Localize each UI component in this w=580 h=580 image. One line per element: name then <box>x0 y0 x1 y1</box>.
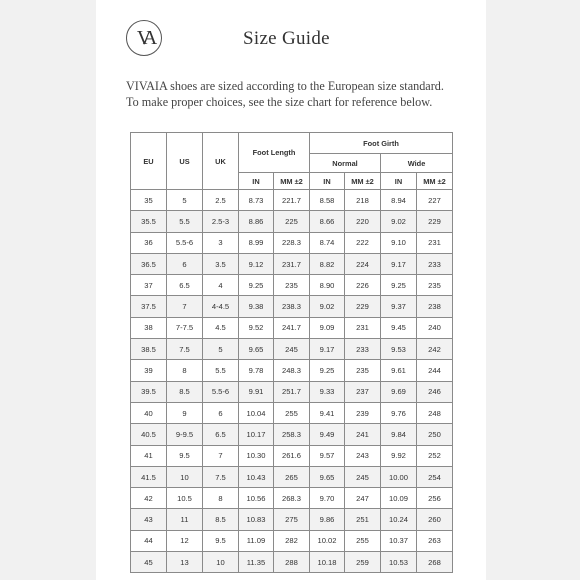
cell-length-in: 10.83 <box>239 509 274 530</box>
cell-length-mm: 288 <box>274 552 310 573</box>
cell-eu: 37 <box>131 275 167 296</box>
logo-monogram: VA <box>136 26 152 49</box>
cell-normal-in: 10.02 <box>310 530 345 551</box>
cell-length-in: 10.30 <box>239 445 274 466</box>
cell-uk: 3.5 <box>203 253 239 274</box>
cell-wide-in: 8.94 <box>381 190 417 211</box>
cell-us: 7.5 <box>167 339 203 360</box>
cell-length-in: 10.04 <box>239 402 274 423</box>
cell-normal-in: 9.17 <box>310 339 345 360</box>
cell-wide-in: 9.25 <box>381 275 417 296</box>
cell-normal-mm: 247 <box>345 488 381 509</box>
cell-us: 7-7.5 <box>167 317 203 338</box>
cell-wide-in: 10.53 <box>381 552 417 573</box>
cell-wide-mm: 250 <box>417 424 453 445</box>
cell-normal-in: 8.90 <box>310 275 345 296</box>
table-row <box>131 339 453 360</box>
cell-length-mm: 228.3 <box>274 232 310 253</box>
cell-wide-mm: 263 <box>417 530 453 551</box>
cell-uk: 7.5 <box>203 466 239 487</box>
cell-us: 5.5-6 <box>167 232 203 253</box>
intro-line-2: To make proper choices, see the size chart for reference below. <box>126 95 433 109</box>
cell-normal-mm: 222 <box>345 232 381 253</box>
cell-normal-mm: 255 <box>345 530 381 551</box>
cell-eu: 41.5 <box>131 466 167 487</box>
header-foot-girth: Foot Girth <box>310 133 453 154</box>
header-wide-mm: MM ±2 <box>417 173 453 190</box>
cell-normal-in: 8.58 <box>310 190 345 211</box>
cell-wide-mm: 246 <box>417 381 453 402</box>
cell-normal-in: 9.70 <box>310 488 345 509</box>
cell-normal-mm: 251 <box>345 509 381 530</box>
cell-wide-in: 10.24 <box>381 509 417 530</box>
cell-wide-mm: 238 <box>417 296 453 317</box>
table-row <box>131 253 453 274</box>
cell-normal-mm: 218 <box>345 190 381 211</box>
cell-wide-mm: 248 <box>417 402 453 423</box>
cell-normal-mm: 237 <box>345 381 381 402</box>
cell-uk: 2.5 <box>203 190 239 211</box>
cell-normal-mm: 226 <box>345 275 381 296</box>
intro-text <box>126 78 476 110</box>
header-wide-in: IN <box>381 173 417 190</box>
cell-wide-mm: 235 <box>417 275 453 296</box>
cell-wide-mm: 244 <box>417 360 453 381</box>
cell-wide-mm: 268 <box>417 552 453 573</box>
table-row <box>131 530 453 551</box>
cell-length-mm: 275 <box>274 509 310 530</box>
cell-uk: 9.5 <box>203 530 239 551</box>
cell-normal-mm: 239 <box>345 402 381 423</box>
cell-uk: 7 <box>203 445 239 466</box>
cell-normal-in: 9.02 <box>310 296 345 317</box>
cell-eu: 38 <box>131 317 167 338</box>
cell-normal-in: 9.57 <box>310 445 345 466</box>
intro-line-1: VIVAIA shoes are sized according to the European size standard. <box>126 79 444 93</box>
size-chart-table <box>130 132 453 573</box>
cell-normal-in: 9.09 <box>310 317 345 338</box>
cell-eu: 37.5 <box>131 296 167 317</box>
cell-wide-in: 10.09 <box>381 488 417 509</box>
cell-normal-in: 9.25 <box>310 360 345 381</box>
cell-normal-mm: 243 <box>345 445 381 466</box>
table-row <box>131 211 453 232</box>
cell-uk: 6.5 <box>203 424 239 445</box>
table-row <box>131 488 453 509</box>
cell-length-in: 10.17 <box>239 424 274 445</box>
cell-us: 9-9.5 <box>167 424 203 445</box>
table-row <box>131 360 453 381</box>
cell-length-in: 9.65 <box>239 339 274 360</box>
cell-us: 13 <box>167 552 203 573</box>
cell-wide-in: 9.53 <box>381 339 417 360</box>
table-row <box>131 424 453 445</box>
table-row <box>131 445 453 466</box>
header-normal: Normal <box>310 154 381 173</box>
header-foot-length: Foot Length <box>239 133 310 173</box>
cell-uk: 8.5 <box>203 509 239 530</box>
cell-eu: 36 <box>131 232 167 253</box>
header-uk: UK <box>203 133 239 190</box>
cell-us: 7 <box>167 296 203 317</box>
cell-us: 6 <box>167 253 203 274</box>
cell-wide-in: 9.17 <box>381 253 417 274</box>
cell-normal-in: 8.66 <box>310 211 345 232</box>
cell-wide-mm: 227 <box>417 190 453 211</box>
cell-length-mm: 221.7 <box>274 190 310 211</box>
cell-eu: 40 <box>131 402 167 423</box>
cell-length-mm: 235 <box>274 275 310 296</box>
cell-length-mm: 248.3 <box>274 360 310 381</box>
cell-normal-in: 9.86 <box>310 509 345 530</box>
cell-uk: 10 <box>203 552 239 573</box>
cell-uk: 5.5 <box>203 360 239 381</box>
cell-length-mm: 251.7 <box>274 381 310 402</box>
cell-wide-mm: 256 <box>417 488 453 509</box>
cell-eu: 41 <box>131 445 167 466</box>
cell-eu: 35 <box>131 190 167 211</box>
cell-us: 12 <box>167 530 203 551</box>
cell-wide-mm: 242 <box>417 339 453 360</box>
cell-us: 6.5 <box>167 275 203 296</box>
cell-uk: 5.5-6 <box>203 381 239 402</box>
cell-wide-mm: 252 <box>417 445 453 466</box>
cell-uk: 6 <box>203 402 239 423</box>
cell-wide-mm: 240 <box>417 317 453 338</box>
cell-normal-in: 10.18 <box>310 552 345 573</box>
cell-length-mm: 282 <box>274 530 310 551</box>
table-row <box>131 381 453 402</box>
cell-length-in: 8.86 <box>239 211 274 232</box>
cell-us: 10.5 <box>167 488 203 509</box>
cell-length-mm: 268.3 <box>274 488 310 509</box>
cell-eu: 39.5 <box>131 381 167 402</box>
header-normal-mm: MM ±2 <box>345 173 381 190</box>
cell-normal-mm: 229 <box>345 296 381 317</box>
cell-length-mm: 245 <box>274 339 310 360</box>
cell-normal-mm: 245 <box>345 466 381 487</box>
size-chart-body <box>131 190 453 573</box>
table-row <box>131 466 453 487</box>
cell-normal-in: 9.65 <box>310 466 345 487</box>
header-normal-in: IN <box>310 173 345 190</box>
cell-normal-mm: 231 <box>345 317 381 338</box>
cell-wide-in: 9.92 <box>381 445 417 466</box>
cell-normal-in: 9.33 <box>310 381 345 402</box>
cell-eu: 38.5 <box>131 339 167 360</box>
cell-normal-mm: 224 <box>345 253 381 274</box>
cell-normal-mm: 235 <box>345 360 381 381</box>
cell-length-in: 9.52 <box>239 317 274 338</box>
cell-us: 5.5 <box>167 211 203 232</box>
header-length-mm: MM ±2 <box>274 173 310 190</box>
cell-eu: 44 <box>131 530 167 551</box>
cell-normal-mm: 233 <box>345 339 381 360</box>
cell-eu: 43 <box>131 509 167 530</box>
table-row <box>131 402 453 423</box>
cell-us: 5 <box>167 190 203 211</box>
header-eu: EU <box>131 133 167 190</box>
cell-wide-in: 9.37 <box>381 296 417 317</box>
table-row <box>131 317 453 338</box>
cell-length-in: 11.09 <box>239 530 274 551</box>
cell-length-in: 10.43 <box>239 466 274 487</box>
table-row <box>131 275 453 296</box>
cell-length-mm: 255 <box>274 402 310 423</box>
cell-uk: 2.5-3 <box>203 211 239 232</box>
cell-us: 11 <box>167 509 203 530</box>
cell-length-mm: 238.3 <box>274 296 310 317</box>
cell-eu: 40.5 <box>131 424 167 445</box>
cell-length-in: 9.12 <box>239 253 274 274</box>
table-row <box>131 509 453 530</box>
vivaia-logo <box>126 20 162 56</box>
cell-eu: 35.5 <box>131 211 167 232</box>
cell-uk: 4-4.5 <box>203 296 239 317</box>
cell-eu: 42 <box>131 488 167 509</box>
cell-length-in: 11.35 <box>239 552 274 573</box>
cell-wide-in: 10.00 <box>381 466 417 487</box>
cell-wide-in: 9.02 <box>381 211 417 232</box>
cell-length-in: 9.25 <box>239 275 274 296</box>
cell-length-in: 9.91 <box>239 381 274 402</box>
cell-eu: 39 <box>131 360 167 381</box>
table-row <box>131 232 453 253</box>
cell-length-mm: 241.7 <box>274 317 310 338</box>
cell-eu: 36.5 <box>131 253 167 274</box>
cell-normal-mm: 241 <box>345 424 381 445</box>
cell-normal-in: 9.41 <box>310 402 345 423</box>
header-length-in: IN <box>239 173 274 190</box>
cell-wide-mm: 231 <box>417 232 453 253</box>
cell-us: 10 <box>167 466 203 487</box>
cell-length-mm: 231.7 <box>274 253 310 274</box>
cell-wide-mm: 260 <box>417 509 453 530</box>
cell-uk: 5 <box>203 339 239 360</box>
cell-uk: 8 <box>203 488 239 509</box>
cell-us: 8 <box>167 360 203 381</box>
page-title: Size Guide <box>243 28 330 49</box>
table-row <box>131 296 453 317</box>
cell-wide-mm: 233 <box>417 253 453 274</box>
cell-uk: 3 <box>203 232 239 253</box>
cell-length-mm: 258.3 <box>274 424 310 445</box>
cell-wide-in: 9.84 <box>381 424 417 445</box>
cell-us: 9.5 <box>167 445 203 466</box>
header-us: US <box>167 133 203 190</box>
cell-normal-in: 8.82 <box>310 253 345 274</box>
cell-us: 8.5 <box>167 381 203 402</box>
cell-length-in: 8.99 <box>239 232 274 253</box>
cell-length-mm: 225 <box>274 211 310 232</box>
cell-wide-mm: 229 <box>417 211 453 232</box>
table-row <box>131 190 453 211</box>
cell-length-mm: 261.6 <box>274 445 310 466</box>
cell-wide-in: 9.69 <box>381 381 417 402</box>
cell-wide-in: 10.37 <box>381 530 417 551</box>
cell-wide-mm: 254 <box>417 466 453 487</box>
cell-uk: 4 <box>203 275 239 296</box>
cell-wide-in: 9.10 <box>381 232 417 253</box>
cell-normal-mm: 259 <box>345 552 381 573</box>
cell-uk: 4.5 <box>203 317 239 338</box>
cell-length-mm: 265 <box>274 466 310 487</box>
cell-eu: 45 <box>131 552 167 573</box>
cell-normal-in: 8.74 <box>310 232 345 253</box>
cell-length-in: 10.56 <box>239 488 274 509</box>
cell-wide-in: 9.61 <box>381 360 417 381</box>
header-wide: Wide <box>381 154 453 173</box>
cell-length-in: 9.78 <box>239 360 274 381</box>
cell-normal-mm: 220 <box>345 211 381 232</box>
cell-length-in: 9.38 <box>239 296 274 317</box>
cell-us: 9 <box>167 402 203 423</box>
cell-wide-in: 9.76 <box>381 402 417 423</box>
cell-length-in: 8.73 <box>239 190 274 211</box>
cell-wide-in: 9.45 <box>381 317 417 338</box>
table-row <box>131 552 453 573</box>
cell-normal-in: 9.49 <box>310 424 345 445</box>
